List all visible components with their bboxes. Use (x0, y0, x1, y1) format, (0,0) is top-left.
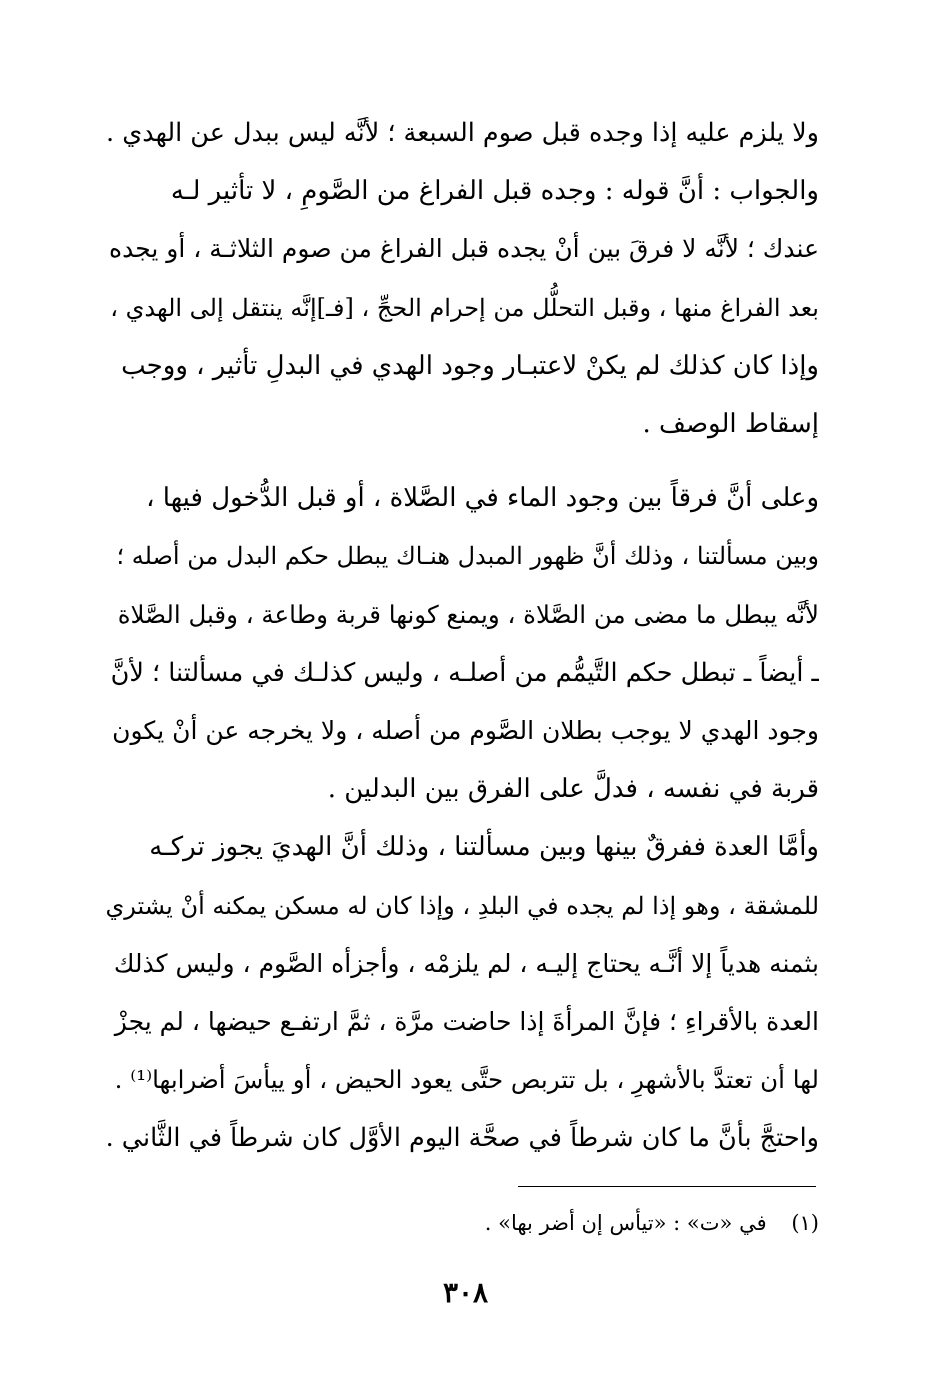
paragraph-4 (105, 818, 819, 1109)
paragraph-3 (105, 469, 819, 818)
page-number: ٣٠٨ (442, 1276, 489, 1309)
text-line: بثمنه هدياً إلا أنَّـه يحتاج إليـه ، لم يلزمْه ، وأجزأه الصَّوم ، وليس كذلك (113, 948, 819, 978)
main-text (105, 104, 819, 1168)
text-line: العدة بالأقراءِ ؛ فإنَّ المرأةَ إذا حاضت مرَّة ، ثمَّ ارتفـع حيضها ، لم يجزْ (114, 1007, 819, 1037)
paragraph-1 (105, 104, 819, 162)
paragraph-5 (105, 1109, 819, 1167)
text-line: وبين مسألتنا ، وذلك أنَّ ظهور المبدل هنـاك يبطل حكم البدل من أصله ؛ (116, 542, 819, 571)
text-line: وجود الهدي لا يوجب بطلان الصَّوم من أصله ، ولا يخرجه عن أنْ يكون (112, 716, 819, 746)
footnote-divider (518, 1186, 816, 1187)
text-line: قربة في نفسه ، فدلَّ على الفرق بين البدلين . (327, 774, 819, 805)
footnote-text: في «ت» : «تيأس إن أضر بها» . (484, 1211, 767, 1235)
footnote-number: (١) (791, 1211, 819, 1235)
text-line: لأنَّه يبطل ما مضى من الصَّلاة ، ويمنع كونها قربة وطاعة ، وقبل الصَّلاة (117, 599, 819, 629)
text-line: للمشقة ، وهو إذا لم يجده في البلدِ ، وإذا كان له مسكن يمكنه أنْ يشتري (105, 891, 819, 920)
text-line: لها أن تعتدَّ بالأشهرِ ، بل تتربص حتَّى يعود الحيض ، أو ييأسَ أضرابها⁽¹⁾ . (114, 1065, 819, 1095)
text-line: واحتجَّ بأنَّ ما كان شرطاً في صحَّة اليوم الأوَّل كان شرطاً في الثَّاني . (105, 1123, 819, 1154)
paragraph-2 (105, 162, 819, 453)
text-line: بعد الفراغ منها ، وقبل التحلُّل من إحرام الحجِّ ، [فـ]إنَّه ينتقل إلى الهدي ، (110, 293, 819, 322)
text-line: والجواب : أنَّ قوله : وجده قبل الفراغ من الصَّومِ ، لا تأثير لـه (170, 176, 819, 207)
text-line: وأمَّا العدة ففرقٌ بينها وبين مسألتنا ، وذلك أنَّ الهديَ يجوز تركـه (149, 832, 819, 863)
footnote (300, 1206, 819, 1240)
text-line: وإذا كان كذلك لم يكنْ لاعتبـار وجود الهدي في البدلِ تأثير ، ووجب (121, 350, 819, 381)
text-line: عندك ؛ لأنَّه لا فرقَ بين أنْ يجده قبل الفراغ من صوم الثلاثـة ، أو يجده (109, 234, 819, 264)
text-line: وعلى أنَّ فرقاً بين وجود الماء في الصَّلاة ، أو قبل الدُّخول فيها ، (146, 483, 819, 514)
text-line: ولا يلزم عليه إذا وجده قبل صوم السبعة ؛ لأنَّه ليس ببدل عن الهدي . (106, 118, 819, 148)
text-line: إسقاط الوصف . (642, 409, 819, 440)
text-line: ـ أيضاً ـ تبطل حكم التَّيمُّم من أصلـه ، وليس كذلـك في مسألتنا ؛ لأنَّ (110, 657, 819, 688)
